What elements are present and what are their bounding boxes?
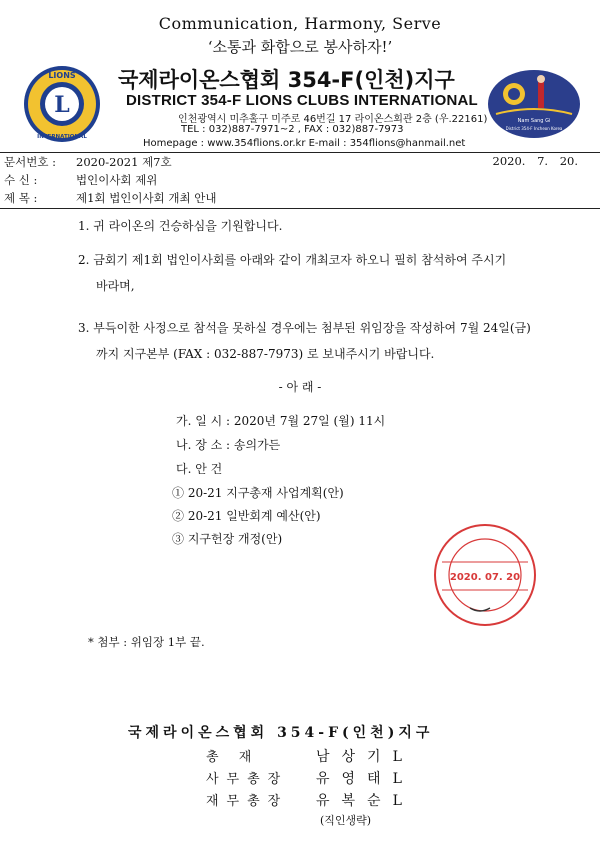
meta-divider [0,208,600,209]
motto-english: Communication, Harmony, Serve [158,14,442,33]
attachment-note: * 첨부 : 위임장 1부 끝. [88,635,205,649]
subject-label: 제 목 : [4,191,38,205]
recipient: 법인이사회 제위 [76,173,158,187]
stamp-date: 2020. 07. 20 [449,572,521,583]
signature-row [206,790,414,810]
district-emblem-icon [486,68,582,140]
agenda-item: ② 20-21 일반회계 예산(안) [172,509,321,523]
signature-name: 남상기L [316,749,414,765]
signature-row [206,768,414,788]
doc-number: 2020-2021 제7호 [76,155,172,169]
signature-name: 유복순L [316,793,414,809]
seal-omitted-note: (직인생략) [320,814,372,827]
homepage-email: Homepage : www.354flions.or.kr E-mail : 354flions@hanmail.net [143,138,466,149]
paragraph-2-line2: 바라며, [96,279,135,293]
doc-number-row [4,154,172,170]
signature-title: 총 재 [206,750,260,765]
signature-row [206,746,414,766]
subject-row [4,190,216,206]
paragraph-3-line2: 까지 지구본부 (FAX : 032-887-7973) 로 보내주시기 바랍니다. [96,347,435,361]
recipient-row [4,172,157,188]
doc-date: 2020. 7. 20. [492,154,578,168]
paragraph-1: 1. 귀 라이온의 건승하심을 기원합니다. [78,219,283,233]
agenda-title: 다. 안 건 [176,462,223,476]
tel-fax: TEL : 032)887-7971~2 , FAX : 032)887-7973 [181,124,404,135]
paragraph-3-line1: 3. 부득이한 사정으로 참석을 못하실 경우에는 첨부된 위임장을 작성하여 7월 24일(금) [78,321,531,335]
emblem-caption: District 354-F Incheon Korea [505,126,563,131]
logo-bottom-text: INTERNATIONAL [37,134,87,140]
header-divider [0,152,600,153]
official-seal-stamp [430,520,540,630]
signature-org: 국제라이온스협회 354-F(인천)지구 [128,725,434,741]
signature-title: 사무총장 [206,772,289,787]
org-name-english: DISTRICT 354-F LIONS CLUBS INTERNATIONAL [126,92,478,109]
signature-title: 재무총장 [206,794,289,809]
address: 인천광역시 미추홀구 미주로 46번길 17 라이온스회관 2층 (우.22161) [178,114,488,125]
paragraph-2-line1: 2. 금회기 제1회 법인이사회를 아래와 같이 개최코자 하오니 필히 참석하여 주시기 [78,253,507,267]
agenda-item: ③ 지구헌장 개정(안) [172,532,283,546]
signature-name: 유영태L [316,771,414,787]
lions-logo-icon [22,64,102,144]
org-name-korean: 국제라이온스협회 354-F(인천)지구 [118,68,455,92]
svg-text:L: L [54,92,70,118]
meeting-place: 나. 장 소 : 송의가든 [176,438,281,452]
below-heading: - 아 래 - [278,380,322,394]
meeting-time: 가. 일 시 : 2020년 7월 27일 (월) 11시 [176,414,386,428]
motto-korean: ‘소통과 화합으로 봉사하자!’ [207,38,393,56]
subject: 제1회 법인이사회 개최 안내 [76,191,217,205]
recipient-label: 수 신 : [4,173,38,187]
logo-top-text: LIONS [48,71,76,80]
doc-number-label: 문서번호 : [4,155,56,169]
emblem-name: Nam Sang Gi [517,118,551,124]
agenda-item: ① 20-21 지구총재 사업계획(안) [172,486,344,500]
